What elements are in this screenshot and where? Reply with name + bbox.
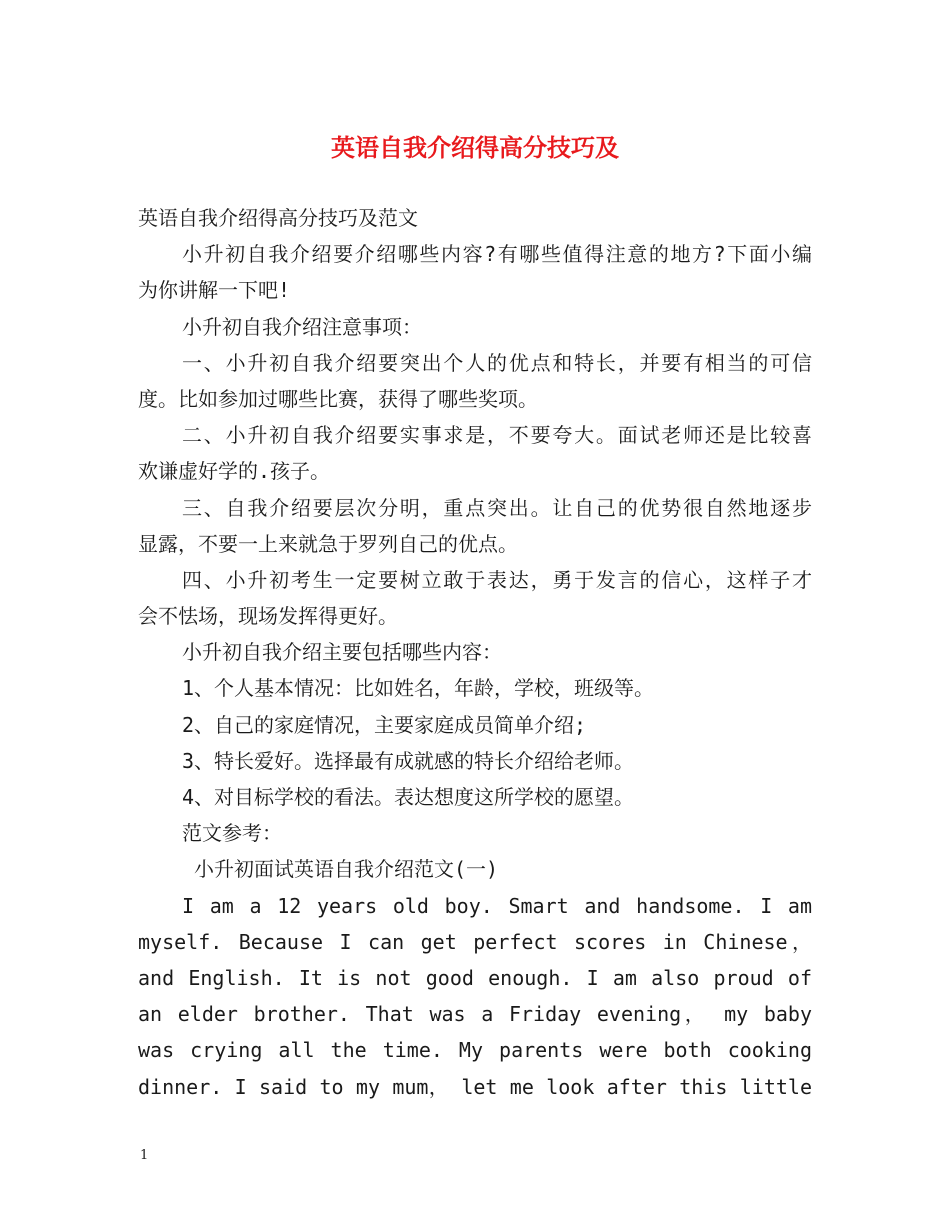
body-line: 小升初面试英语自我介绍范文(一) xyxy=(194,857,499,882)
body-line: 欢谦虚好学的.孩子。 xyxy=(138,459,331,484)
body-line: 4、对目标学校的看法。表达想度这所学校的愿望。 xyxy=(182,785,635,809)
body-line: 显露，不要一上来就急于罗列自己的优点。 xyxy=(138,531,518,556)
body-line: 一、小升初自我介绍要突出个人的优点和特长，并要有相当的可信 xyxy=(182,350,812,375)
document-body xyxy=(138,200,812,1105)
body-line: 为你讲解一下吧! xyxy=(138,278,291,303)
body-line: dinner. I said to my mum， let me look after this little xyxy=(138,1074,812,1099)
body-line: 1、个人基本情况：比如姓名，年龄，学校，班级等。 xyxy=(182,676,655,701)
body-line: 度。比如参加过哪些比赛，获得了哪些奖项。 xyxy=(138,386,538,411)
body-line: 3、特长爱好。选择最有成就感的特长介绍给老师。 xyxy=(182,748,635,773)
page-number: 1 xyxy=(140,1148,149,1163)
body-line: 二、小升初自我介绍要实事求是，不要夸大。面试老师还是比较喜 xyxy=(182,423,812,448)
body-line: and English. It is not good enough. I am also proud of xyxy=(138,965,812,990)
document-title: 英语自我介绍得高分技巧及 xyxy=(331,133,619,162)
body-line: 三、自我介绍要层次分明，重点突出。让自己的优势很自然地逐步 xyxy=(182,495,812,520)
body-line: 小升初自我介绍注意事项： xyxy=(182,314,422,339)
body-line: an elder brother. That was a Friday evening， my baby xyxy=(138,1002,812,1027)
body-line: I am a 12 years old boy. Smart and handsome. I am xyxy=(182,893,812,918)
body-line: 范文参考： xyxy=(182,821,282,846)
body-line: 四、小升初考生一定要树立敢于表达，勇于发言的信心，这样子才 xyxy=(182,567,812,592)
body-line: myself. Because I can get perfect scores in Chinese， xyxy=(138,929,812,954)
body-line: 2、自己的家庭情况，主要家庭成员简单介绍; xyxy=(182,712,587,737)
body-line: 英语自我介绍得高分技巧及范文 xyxy=(138,206,418,230)
body-line: 会不怯场，现场发挥得更好。 xyxy=(138,604,398,629)
body-line: 小升初自我介绍要介绍哪些内容?有哪些值得注意的地方?下面小编 xyxy=(182,242,812,267)
body-line: 小升初自我介绍主要包括哪些内容： xyxy=(182,640,502,665)
body-line: was crying all the time. My parents were both cooking xyxy=(138,1038,812,1063)
